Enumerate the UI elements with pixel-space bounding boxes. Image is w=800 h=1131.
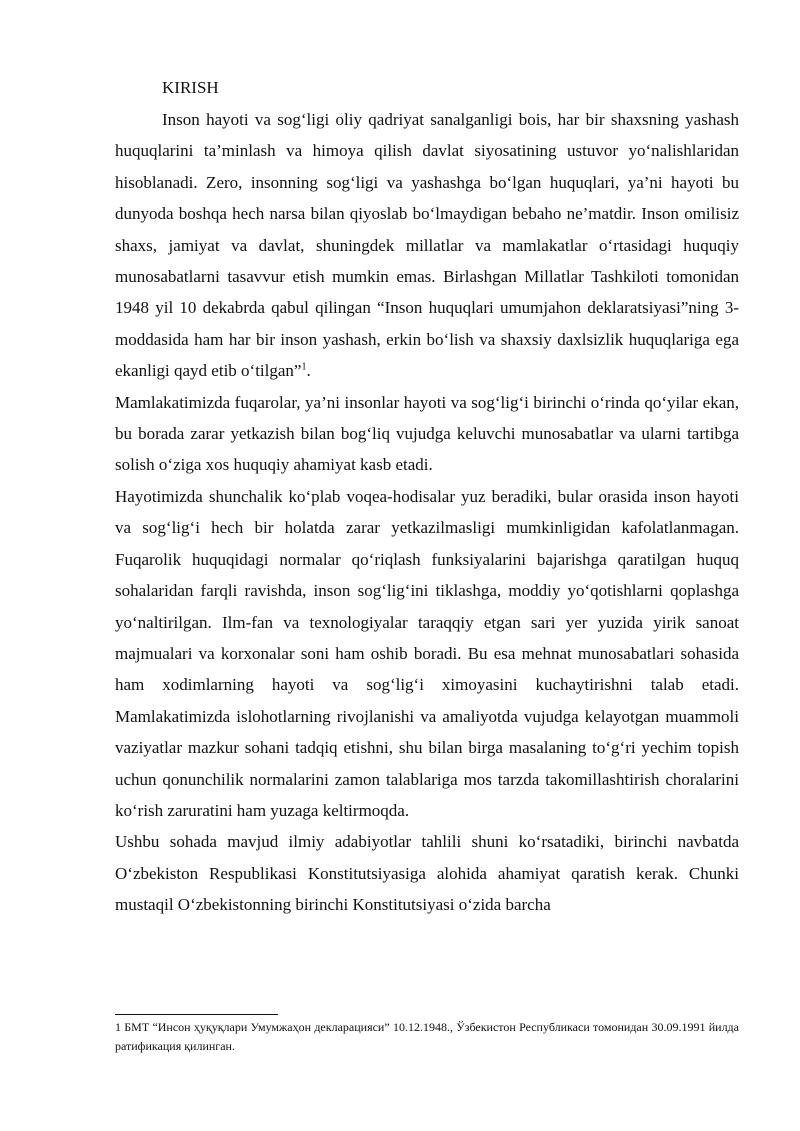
paragraph-4: Ushbu sohada mavjud ilmiy adabiyotlar tahlili shuni ko‘rsatadiki, birinchi navbatda O‘zbekiston Respublikasi Konstitutsiyasiga alohida ahamiyat qaratish kerak. Chunki mustaqil O‘zbekistonning birinchi Konstitutsiyasi o‘zida barcha	[115, 832, 739, 915]
paragraph-3: Hayotimizda shunchalik ko‘plab voqea-hodisalar yuz beradiki, bular orasida inson hayoti va sog‘lig‘i hech bir holatda zarar yetkazilmasligi mumkinligidan kafolatlanmagan. Fuqarolik huquqidagi normalar qo‘riqlash funksiyalarini bajarishga qaratilgan huquq sohalaridan farqli ravishda, inson sog‘lig‘ini tiklashga, moddiy yo‘qotishlarni qoplashga yo‘naltirilgan. Ilm-fan va texnologiyalar taraqqiy etgan sari yer yuzida yirik sanoat majmualari va korxonalar soni ham oshib boradi. Bu esa mehnat munosabatlari sohasida ham xodimlarning hayoti va sog‘lig‘i ximoyasini kuchaytirishni talab etadi. Mamlakatimizda islohotlarning rivojlanishi va amaliyotda vujudga kelayotgan muammoli vaziyatlar mazkur sohani tadqiq etishni, shu bilan birga masalaning to‘g‘ri yechim topish uchun qonunchilik normalarini zamon talablariga mos tarzda takomillashtirish choralarini ko‘rish zaruratini ham yuzaga keltirmoqda.	[115, 486, 739, 820]
footnote-text: 1 БМТ “Инсон ҳуқуқлари Умумжаҳон декларацияси” 10.12.1948., Ўзбекистон Республикаси томонидан 30.09.1991 йилда ратификация қилинган.	[115, 1020, 739, 1053]
paragraph-2: Mamlakatimizda fuqarolar, ya’ni insonlar hayoti va sog‘lig‘i birinchi o‘rinda qo‘yilar ekan, bu borada zarar yetkazish bilan bog‘liq vujudga keluvchi munosabatlar va ularni tartibga solish o‘ziga xos huquqiy ahamiyat kasb etadi.	[115, 392, 739, 475]
paragraph-1-text: Inson hayoti va sog‘ligi oliy qadriyat sanalganligi bois, har bir shaxsning yashash huquqlarini ta’minlash va himoya qilish davlat siyosatining ustuvor yo‘nalishlaridan hisoblanadi. Zero, insonning sog‘ligi va yashashga bo‘lgan huquqlari, ya’ni hayoti bu dunyoda boshqa hech narsa bilan qiyoslab bo‘lmaydigan bebaho ne’matdir. Inson omilisiz shaxs, jamiyat va davlat, shuningdek millatlar va mamlakatlar o‘rtasidagi huquqiy munosabatlarni tasavvur etish mumkin emas. Birlashgan Millatlar Tashkiloti tomonidan 1948 yil 10 dekabrda qabul qilingan “Inson huquqlari umumjahon deklaratsiyasi”ning 3-moddasida ham har bir inson yashash, erkin bo‘lish va shaxsiy daxlsizlik huquqlariga ega ekanligi qayd etib o‘tilgan”	[115, 110, 739, 381]
footnote-reference[interactable]: 1	[301, 361, 307, 373]
section-heading: KIRISH	[162, 78, 219, 97]
body-text	[115, 104, 739, 921]
paragraph-1: Inson hayoti va sog‘ligi oliy qadriyat sanalganligi bois, har bir shaxsning yashash huquqlarini ta’minlash va himoya qilish davlat siyosatining ustuvor yo‘nalishlaridan hisoblanadi. Zero, insonning sog‘ligi va yashashga bo‘lgan huquqlari, ya’ni hayoti bu dunyoda boshqa hech narsa bilan qiyoslab bo‘lmaydigan bebaho ne’matdir. Inson omilisiz shaxs, jamiyat va davlat, shuningdek millatlar va mamlakatlar o‘rtasidagi huquqiy munosabatlarni tasavvur etish mumkin emas. Birlashgan Millatlar Tashkiloti tomonidan 1948 yil 10 dekabrda qabul qilingan “Inson huquqlari umumjahon deklaratsiyasi”ning 3-moddasida ham har bir inson yashash, erkin bo‘lish va shaxsiy daxlsizlik huquqlariga ega ekanligi qayd etib o‘tilgan”$^1$.	[115, 110, 739, 381]
footnote-divider	[115, 1014, 278, 1015]
